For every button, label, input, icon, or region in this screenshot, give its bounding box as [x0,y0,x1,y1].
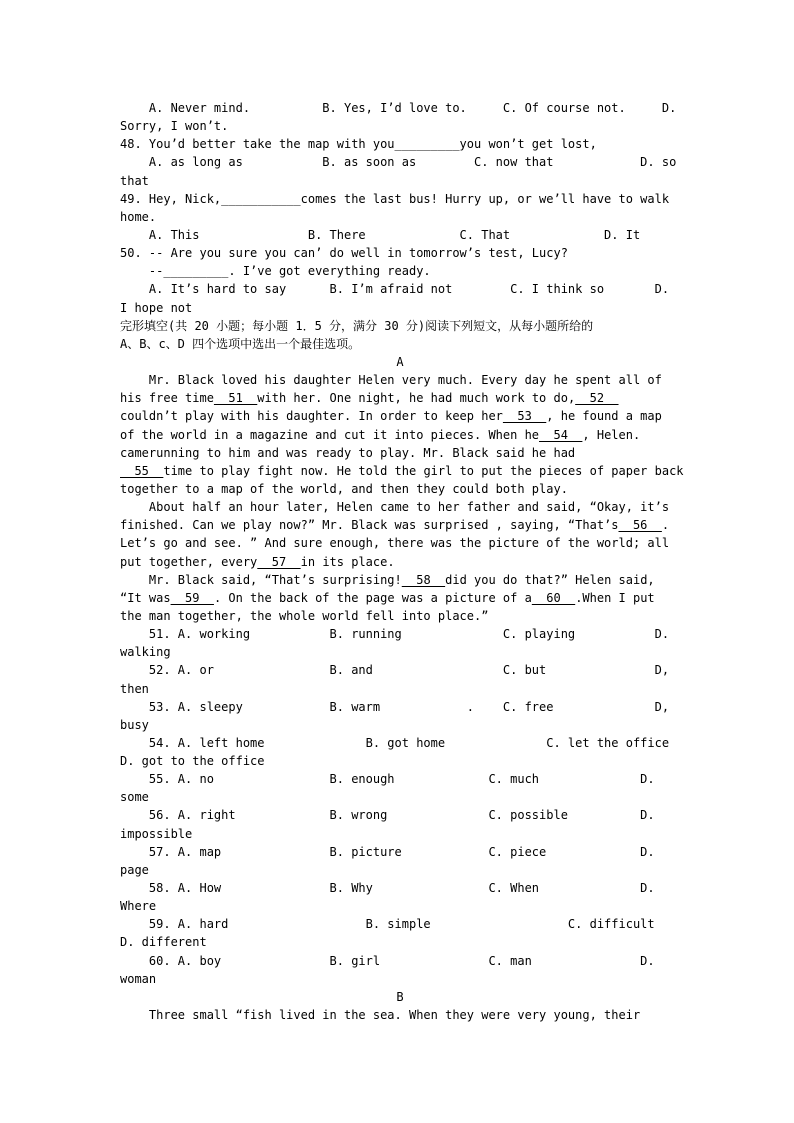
text-segment: A [396,354,404,369]
text-segment: B [396,989,404,1004]
doc-line [120,788,680,806]
text-segment: the man together, the whole world fell into place.” [120,608,489,623]
doc-line [120,498,680,516]
doc-line [120,970,680,988]
doc-line [120,208,680,226]
doc-line [120,879,680,897]
text-segment: that [120,173,149,188]
text-segment: Three small “fish lived in the sea. When they were very young, their [120,1008,641,1023]
doc-line [120,553,680,571]
doc-line [120,317,680,335]
text-segment: . On the back of the page was a picture of a [213,590,532,605]
text-segment: I hope not [120,300,193,315]
doc-line [120,698,680,716]
doc-line [120,952,680,970]
doc-line [120,389,680,407]
document-lines [120,99,684,1024]
text-segment: 59. A. hard B. simple C. difficult [120,917,655,932]
text-segment: 60. A. boy B. girl C. man D. [120,953,655,968]
text-segment: A、B、c、D 四个选项中选出一个最佳选项。 [120,336,361,351]
text-segment: time to play fight now. He told the girl to put the pieces of paper back [163,463,684,478]
text-segment: Mr. Black loved his daughter Helen very much. Every day he spent all of [120,373,662,388]
text-segment: Where [120,899,157,914]
doc-line [120,153,680,171]
doc-line [120,371,680,389]
text-segment: some [120,790,149,805]
doc-line [120,1006,680,1024]
text-segment: home. [120,209,157,224]
text-segment: 55. A. no B. enough C. much D. [120,772,655,787]
text-segment: A. Never mind. B. Yes, I’d love to. C. Of course not. D. [120,101,677,115]
doc-line [120,244,680,262]
text-segment: his free time [120,391,214,406]
doc-line [120,462,684,480]
text-segment: put together, every [120,554,258,569]
doc-line [120,861,680,879]
text-segment: woman [120,971,157,986]
doc-line [120,534,680,552]
text-segment: About half an hour later, Helen came to her father and said, “Okay, it’s [120,500,670,515]
doc-line [120,516,680,534]
text-segment: busy [120,717,149,732]
doc-line [120,680,680,698]
text-segment: impossible [120,826,193,841]
text-segment: D. got to the office [120,754,265,769]
doc-line [120,607,680,625]
text-segment: walking [120,645,171,660]
text-segment: --_________. I’ve got everything ready. [120,264,431,279]
text-segment: 完形填空(共 20 小题；每小题 1．5 分，满分 30 分)阅读下列短文，从每小题所给的 [120,318,594,333]
text-segment: did you do that?” Helen said, [445,572,655,587]
text-segment: 53. A. sleepy B. warm . C. free D, [120,699,670,714]
doc-line [120,262,680,280]
text-segment: couldn’t play with his daughter. In order to keep her [120,409,503,424]
text-segment: . [661,518,670,533]
text-segment: then [120,681,149,696]
blank-underline: 56 [618,518,662,533]
doc-line [120,335,680,353]
text-segment: with her. One night, he had much work to do, [257,391,576,406]
text-segment: page [120,862,149,877]
doc-line [120,426,680,444]
doc-line [120,752,680,770]
doc-line [120,135,680,153]
doc-line [120,770,680,788]
doc-line [120,299,680,317]
doc-line [120,897,680,915]
text-segment: in its place. [300,554,395,569]
doc-line [120,806,680,824]
doc-line [120,716,680,734]
blank-underline: 51 [213,391,258,406]
text-segment: camerunning to him and was ready to play. Mr. Black said he had [120,445,576,460]
text-segment: Mr. Black said, “That’s surprising! [120,572,402,587]
doc-line [120,643,680,661]
text-segment: 50. -- Are you sure you can’ do well in tomorrow’s test, Lucy? [120,246,568,261]
doc-line [120,933,680,951]
text-segment: A. This B. There C. That D. It [120,227,641,242]
text-segment: “It was [120,590,171,605]
text-segment: D. different [120,935,207,950]
doc-line [120,190,680,208]
text-segment: 54. A. left home B. got home C. let the office [120,735,670,750]
blank-underline: 60 [531,590,576,605]
text-segment: of the world in a magazine and cut it into pieces. When he [120,427,540,442]
text-segment: 51. A. working B. running C. playing D. [120,627,670,642]
doc-line [120,226,680,244]
text-segment: 49. Hey, Nick,___________comes the last bus! Hurry up, or we’ll have to walk [120,191,670,206]
doc-line [120,480,680,498]
text-segment: A. It’s hard to say B. I’m afraid not C. I think so D. [120,282,670,297]
doc-line [120,734,680,752]
doc-line [120,444,680,462]
doc-line [120,988,680,1006]
blank-underline: 58 [401,572,446,587]
text-segment: 57. A. map B. picture C. piece D. [120,844,655,859]
doc-line [120,99,680,117]
text-segment: .When I put [575,590,655,605]
blank-underline: 54 [539,427,583,442]
blank-underline: 53 [502,409,547,424]
text-segment: 52. A. or B. and C. but D, [120,663,670,678]
text-segment: 48. You’d better take the map with you_________you won’t get lost, [120,137,597,152]
blank-underline: 57 [257,554,301,569]
doc-line [120,589,680,607]
blank-underline: 52 [575,391,619,406]
doc-line [120,661,680,679]
doc-line [120,172,680,190]
doc-line [120,280,680,298]
text-segment: together to a map of the world, and then they could both play. [120,481,568,496]
doc-line [120,407,680,425]
text-segment: Sorry, I won’t. [120,119,229,134]
text-segment: finished. Can we play now?” Mr. Black was surprised , saying, “That’s [120,518,619,533]
doc-line [120,571,680,589]
blank-underline: 55 [120,463,164,478]
doc-line [120,825,680,843]
doc-line [120,843,680,861]
text-segment: , Helen. [582,427,641,442]
text-segment: Let’s go and see. ” And sure enough, there was the picture of the world; all [120,536,670,551]
text-segment: , he found a map [546,409,662,424]
doc-line [120,625,680,643]
doc-line [120,353,680,371]
blank-underline: 59 [170,590,214,605]
text-segment: A. as long as B. as soon as C. now that D. so [120,155,677,170]
doc-line [120,117,680,135]
text-segment: 58. A. How B. Why C. When D. [120,881,655,896]
text-segment: 56. A. right B. wrong C. possible D. [120,808,655,823]
doc-line [120,915,680,933]
